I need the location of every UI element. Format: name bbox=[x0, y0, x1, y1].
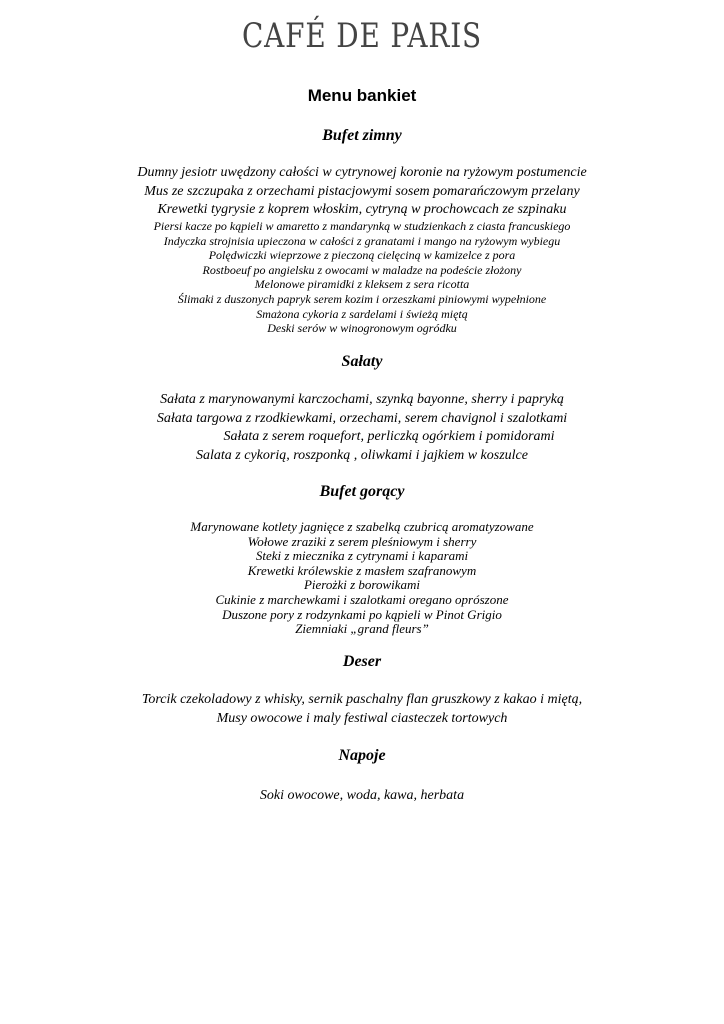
list-item: Ziemniaki „grand fleurs” bbox=[295, 621, 429, 637]
list-item: Torcik czekoladowy z whisky, sernik paschalny flan gruszkowy z kakao i miętą, bbox=[141, 692, 583, 707]
list-item: Marynowane kotlety jagnięce z szabelką czubricą aromatyzowane bbox=[190, 519, 534, 534]
menu-title: Menu bankiet bbox=[307, 86, 417, 105]
section-title-deser: Deser bbox=[342, 653, 382, 670]
napoje-items bbox=[0, 787, 724, 806]
list-item: Krewetki królewskie z masłem szafranowym bbox=[247, 562, 477, 578]
list-item: Musy owocowe i maly festiwal ciasteczek tortowych bbox=[216, 710, 508, 726]
list-item: Sałata z serem roquefort, perliczką ogórkiem i pomidorami bbox=[223, 429, 555, 444]
list-item: Soki owocowe, woda, kawa, herbata bbox=[259, 788, 465, 803]
list-item: Piersi kacze po kąpieli w amaretto z mandarynką w studzienkach z ciasta francuskiego bbox=[153, 219, 571, 233]
list-item: Duszone pory z rodzynkami po kąpieli w Pinot Grigio bbox=[222, 606, 502, 622]
list-item: Melonowe piramidki z kleksem z sera ricotta bbox=[254, 277, 470, 292]
list-item: Sałata targowa z rzodkiewkami, orzechami, serem chavignol i szalotkami bbox=[156, 410, 568, 426]
cafe-de-paris-logo bbox=[0, 14, 724, 61]
list-item: Deski serów w winogronowym ogródku bbox=[267, 321, 457, 336]
list-item: Salata z cykorią, roszponką , oliwkami i jajkiem w koszulce bbox=[196, 447, 528, 463]
bufet-goracy-items bbox=[0, 520, 724, 637]
list-item: Cukinie z marchewkami i szalotkami oregano oprószone bbox=[215, 591, 509, 607]
deser-items bbox=[0, 691, 724, 728]
logo-wordmark-icon bbox=[237, 14, 535, 56]
section-title-bufet-goracy: Bufet gorący bbox=[319, 483, 405, 500]
list-item: Ślimaki z duszonych papryk serem kozim i orzeszkami piniowymi wypełnione bbox=[177, 291, 547, 306]
section-title-napoje: Napoje bbox=[338, 747, 386, 764]
list-item: Pierożki z borowikami bbox=[303, 577, 421, 593]
list-item: Rostboeuf po angielsku z owocami w maladze na podeście złożony bbox=[202, 262, 522, 277]
logo-text: CAFÉ DE PARIS bbox=[242, 16, 535, 56]
salaty-items bbox=[0, 391, 724, 465]
list-item: Sałata z marynowanymi karczochami, szynką bayonne, sherry i papryką bbox=[160, 392, 564, 407]
section-title-bufet-zimny: Bufet zimny bbox=[322, 127, 402, 144]
list-item: Dumny jesiotr uwędzony całości w cytrynowej koronie na ryżowym postumencie bbox=[137, 165, 587, 180]
list-item: Smażona cykoria z sardelami i świeżą miętą bbox=[256, 306, 468, 321]
list-item: Mus ze szczupaka z orzechami pistacjowymi sosem pomarańczowym przelany bbox=[144, 183, 580, 199]
list-item: Krewetki tygrysie z koprem włoskim, cytryną w prochowcach ze szpinaku bbox=[157, 202, 567, 217]
list-item: Indyczka strojnisia upieczona w całości z granatami i mango na ryżowym wybiegu bbox=[163, 233, 561, 248]
bufet-zimny-items-small bbox=[0, 219, 724, 336]
list-item: Polędwiczki wieprzowe z pieczoną cielęciną w kamizelce z pora bbox=[208, 248, 516, 263]
list-item: Steki z miecznika z cytrynami i kaparami bbox=[255, 548, 469, 564]
section-title-salaty: Sałaty bbox=[341, 353, 383, 370]
list-item: Wołowe zraziki z serem pleśniowym i sherry bbox=[247, 533, 477, 549]
bufet-zimny-items-large bbox=[0, 164, 724, 220]
